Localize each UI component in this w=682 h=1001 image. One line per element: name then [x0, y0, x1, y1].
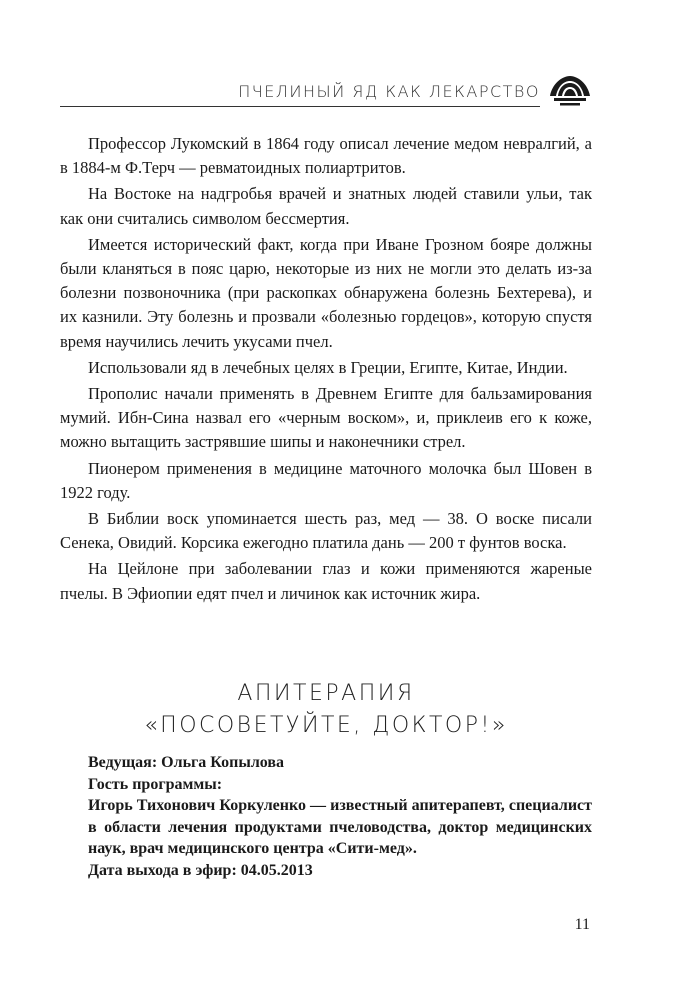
air-date: Дата выхода в эфир: 04.05.2013: [88, 861, 313, 879]
paragraph: На Востоке на надгробья врачей и знатных людей ставили ульи, так как они считались символом бессмертия.: [60, 184, 592, 228]
running-header: [60, 72, 592, 108]
paragraph: Имеется исторический факт, когда при Иване Грозном бояре должны были кланяться в пояс царю, некоторые из них не могли это делать из-за болезни позвоночника (при раскопках обнаружена болезнь Бехтерева), и их казнили. Эту болезнь и прозвали «болезнью гордецов», которую спустя время научились лечить укусами пчел.: [60, 234, 592, 351]
body-text: [60, 132, 592, 608]
running-header-title: ПЧЕЛИНЫЙ ЯД КАК ЛЕКАРСТВО: [238, 82, 540, 101]
paragraph: В Библии воск упоминается шесть раз, мед — 38. О воске писали Сенека, Овидий. Корсика ежегодно платила дань — 200 т фунтов воска.: [60, 509, 592, 553]
credits: [88, 752, 592, 881]
page-number: 11: [574, 916, 590, 933]
guest-description: Игорь Тихонович Коркуленко — известный апитерапевт, специалист в области лечения продуктами пчеловодства, доктор медицинских наук, врач медицинского центра «Сити-мед».: [88, 797, 592, 857]
paragraph: Прополис начали применять в Древнем Египте для бальзамирования мумий. Ибн-Сина назвал его «черным воском», и, приклеив его к коже, можно вытащить застрявшие шипы и наконечники стрел.: [60, 384, 592, 452]
paragraph: На Цейлоне при заболевании глаз и кожи применяются жареные пчелы. В Эфиопии едят пчел и личинок как источник жира.: [60, 559, 592, 603]
host-line: Ведущая: Ольга Копылова: [88, 754, 285, 771]
paragraph: Профессор Лукомский в 1864 году описал лечение медом невралгий, а в 1884-м Ф.Терч — ревматоидных полиартритов.: [60, 134, 592, 178]
section-title-line-1: АПИТЕРАПИЯ: [237, 681, 415, 706]
section-title-line-2: «ПОСОВЕТУЙТЕ, ДОКТОР!»: [144, 713, 508, 738]
paragraph: Использовали яд в лечебных целях в Греции, Египте, Китае, Индии.: [88, 357, 568, 377]
shell-icon: [548, 72, 592, 110]
header-rule: [60, 106, 540, 107]
paragraph: Пионером применения в медицине маточного молочка был Шовен в 1922 году.: [60, 458, 592, 502]
section-title: [60, 678, 592, 742]
guest-label: Гость программы:: [88, 775, 223, 793]
